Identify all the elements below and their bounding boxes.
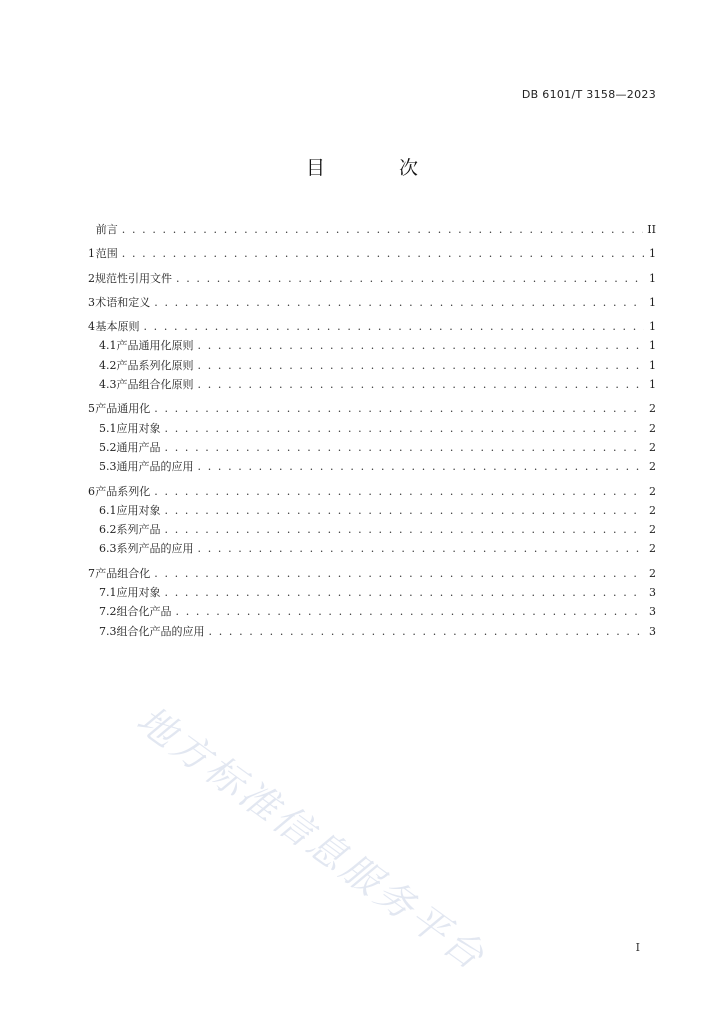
toc-entry-page: 2 [649,503,656,517]
toc-leader-dots [143,317,644,336]
toc-entry[interactable] [88,293,656,312]
toc-entry[interactable] [88,419,656,438]
toc-entry-number: 1 [88,247,95,261]
toc-leader-dots [122,220,644,239]
toc-entry-label: 产品通用化 [95,402,151,416]
page-number: I [635,941,640,954]
toc-entry-label: 通用产品的应用 [116,460,194,474]
toc-entry[interactable] [88,244,656,263]
toc-entry-page: 2 [649,566,656,580]
page-title: 目 次 [305,157,453,179]
toc-entry-number: 7.3 [99,624,117,638]
toc-leader-dots [198,539,645,558]
toc-entry[interactable] [88,457,656,476]
toc-entry-page: 3 [649,605,656,619]
toc-entry-label: 组合化产品 [116,605,172,619]
toc-entry-label: 产品系列化 [95,484,151,498]
toc-entry-label: 产品系列化原则 [116,358,194,372]
toc-entry-label: 产品组合化原则 [116,378,194,392]
toc-leader-dots [165,501,645,520]
toc-leader-dots [122,244,644,263]
toc-entry-number: 5.1 [99,421,117,435]
toc-entry-number: 4 [88,320,95,334]
toc-entry[interactable] [88,564,656,583]
document-code: DB 6101/T 3158—2023 [521,88,656,101]
toc-entry-number: 4.1 [99,339,117,353]
toc-entry-number: 5.2 [99,440,117,454]
toc-entry[interactable] [88,482,656,501]
toc-entry-page: 1 [649,378,656,392]
toc-entry-label: 应用对象 [116,503,161,517]
toc-entry-page: 1 [649,339,656,353]
toc-entry-number: 4.3 [99,378,117,392]
toc-entry-page: 3 [649,586,656,600]
toc-entry[interactable] [88,501,656,520]
toc-leader-dots [154,482,644,501]
toc-entry-label: 组合化产品的应用 [116,624,205,638]
toc-leader-dots [176,269,644,288]
toc-entry[interactable] [88,622,656,641]
toc-entry[interactable] [88,520,656,539]
toc-entry-label: 通用产品 [116,440,161,454]
toc-entry-number: 7.2 [99,605,117,619]
toc-entry-label: 基本原则 [95,320,140,334]
toc-leader-dots [198,356,645,375]
toc-entry[interactable] [88,375,656,394]
toc-leader-dots [165,438,645,457]
toc-entry[interactable] [88,356,656,375]
toc-leader-dots [154,293,644,312]
toc-entry-number: 7 [88,566,95,580]
toc-entry-page: 1 [649,247,656,261]
toc-entry-page: 2 [649,421,656,435]
toc-entry-number: 7.1 [99,586,117,600]
toc-entry-label: 术语和定义 [95,295,151,309]
toc-leader-dots [209,622,645,641]
toc-entry[interactable] [88,220,656,239]
toc-entry-number: 6.3 [99,542,117,556]
toc-entry-label: 范围 [95,247,118,261]
toc-entry-number: 5 [88,402,95,416]
toc-entry-number: 6.2 [99,523,117,537]
toc-entry-page: 1 [649,358,656,372]
toc-entry-page: 1 [649,271,656,285]
toc-entry-page: 2 [649,542,656,556]
toc-leader-dots [154,399,644,418]
toc-leader-dots [165,520,645,539]
toc-leader-dots [198,375,645,394]
toc-entry[interactable] [88,269,656,288]
toc-entry-page: 2 [649,460,656,474]
toc-entry-number: 6.1 [99,503,117,517]
toc-entry-page: 2 [649,484,656,498]
toc-leader-dots [176,602,645,621]
toc-leader-dots [154,564,644,583]
toc-leader-dots [165,419,645,438]
toc-entry[interactable] [88,438,656,457]
toc-entry[interactable] [88,583,656,602]
toc-entry-label: 应用对象 [116,421,161,435]
toc-leader-dots [165,583,645,602]
toc-entry-page: 3 [649,624,656,638]
toc-entry[interactable] [88,317,656,336]
toc-entry[interactable] [88,539,656,558]
toc-entry-page: 1 [649,320,656,334]
toc-entry-label: 规范性引用文件 [95,271,172,285]
toc-entry-page: 1 [649,295,656,309]
toc-entry-label: 应用对象 [116,586,161,600]
toc-entry-page: 2 [649,523,656,537]
watermark: 地方标准信息服务平台 [128,697,495,980]
table-of-contents [88,220,656,641]
toc-entry-number: 5.3 [99,460,117,474]
toc-entry-number: 4.2 [99,358,117,372]
toc-entry-label: 产品组合化 [95,566,151,580]
toc-entry[interactable] [88,336,656,355]
toc-entry-number: 2 [88,271,95,285]
toc-entry-label: 产品通用化原则 [116,339,194,353]
toc-entry[interactable] [88,602,656,621]
toc-entry-label: 系列产品的应用 [116,542,194,556]
toc-entry-number: 6 [88,484,95,498]
toc-leader-dots [198,336,645,355]
toc-entry[interactable] [88,399,656,418]
toc-entry-label: 系列产品 [116,523,161,537]
toc-entry-page: II [647,223,656,236]
toc-entry-number: 3 [88,295,95,309]
toc-entry-label: 前言 [95,223,118,236]
toc-entry-page: 2 [649,440,656,454]
toc-leader-dots [198,457,645,476]
toc-entry-page: 2 [649,402,656,416]
